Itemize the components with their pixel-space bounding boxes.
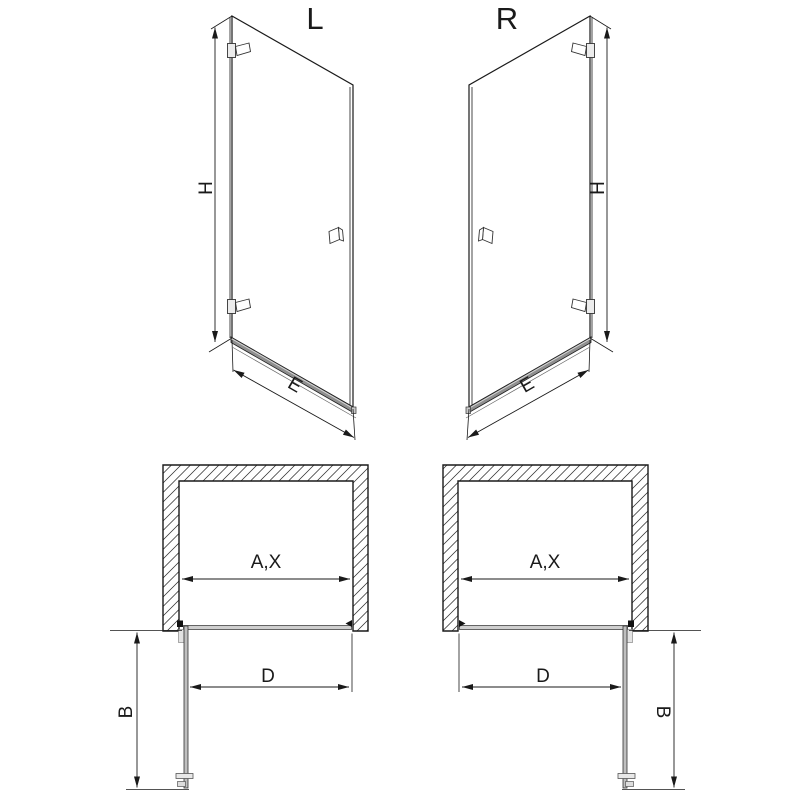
dim-label-e-left: E xyxy=(284,372,306,398)
dim-label-depth-right: B xyxy=(652,705,673,719)
door-bottom-foot xyxy=(178,782,186,787)
wall-bracket xyxy=(179,630,185,643)
dim-label-opening-left: A,X xyxy=(250,552,282,573)
front-view-left-door xyxy=(209,16,356,440)
dim-label-door-width-left: D xyxy=(261,666,275,687)
rail-end-cap xyxy=(352,407,357,414)
dim-label-e-right: E xyxy=(516,372,538,398)
plan-view-left-door xyxy=(110,579,352,790)
hinge-block xyxy=(177,621,183,628)
wall-hatch-right-view xyxy=(443,465,648,631)
dim-label-opening-right: A,X xyxy=(529,552,561,573)
open-door-panel xyxy=(184,626,188,788)
dim-label-depth-left: B xyxy=(116,705,137,719)
wall-hatch-left-view xyxy=(163,465,368,631)
dim-label-h-right: H xyxy=(588,181,609,195)
right-variant-label: R xyxy=(495,1,519,36)
left-variant-label: L xyxy=(306,1,324,36)
plan-view-right-door xyxy=(459,579,701,790)
dim-label-h-left: H xyxy=(196,181,217,195)
handle-knob-plan xyxy=(176,774,193,779)
closed-door-threshold xyxy=(184,626,352,630)
dim-label-door-width-right: D xyxy=(536,666,550,687)
front-view-right-door xyxy=(466,16,613,440)
